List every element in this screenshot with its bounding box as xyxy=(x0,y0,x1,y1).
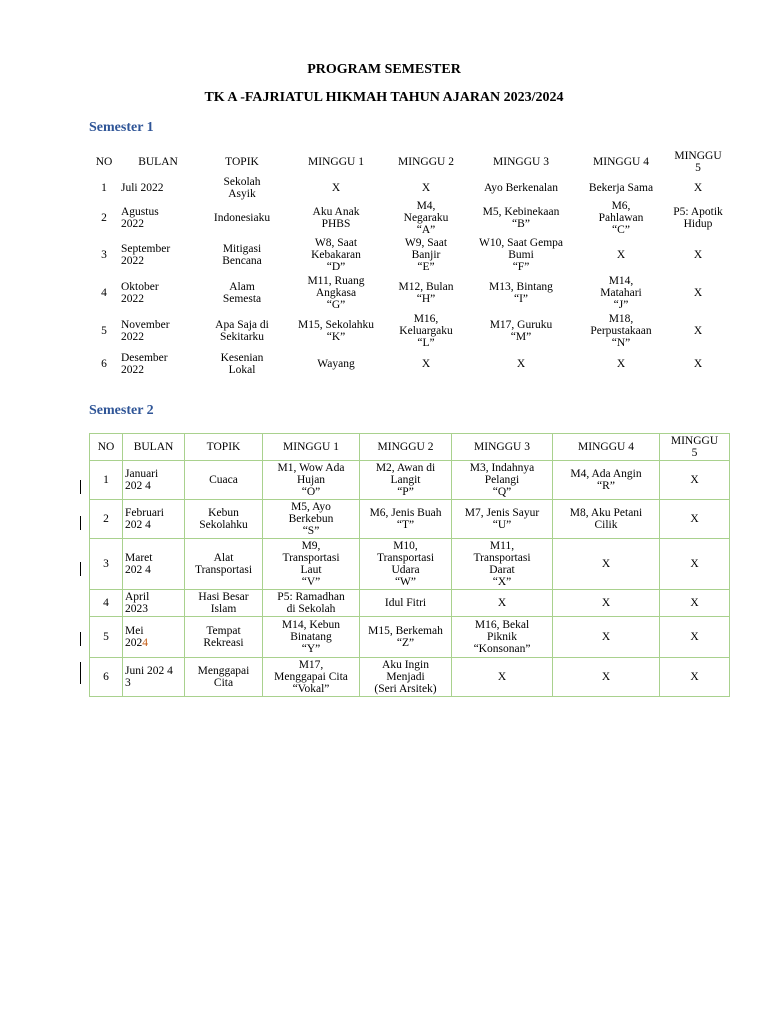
table-cell: Wayang xyxy=(317,358,355,370)
table-cell: M7, Jenis Sayur “U” xyxy=(452,500,553,539)
column-header: BULAN xyxy=(123,434,185,461)
table-row xyxy=(89,312,729,350)
table-cell: X xyxy=(421,182,431,194)
table-cell: M4, Ada Angin “R” xyxy=(553,461,660,500)
table-cell: W8, Saat Kebakaran “D” xyxy=(311,237,361,273)
semester-2-heading: Semester 2 xyxy=(89,403,154,418)
revision-mark xyxy=(80,562,81,576)
table-cell: 1 xyxy=(101,182,107,194)
semester-1-heading: Semester 1 xyxy=(89,120,154,135)
table-cell: M6, Jenis Buah “T” xyxy=(360,500,452,539)
column-header: NO xyxy=(95,156,113,168)
table-row xyxy=(90,461,730,500)
table-row xyxy=(89,274,729,312)
table-cell: Kebun Sekolahku xyxy=(185,500,263,539)
revision-mark xyxy=(80,662,81,684)
column-header: TOPIK xyxy=(225,156,259,168)
table-cell: M6, Pahlawan “C” xyxy=(598,200,644,236)
table-row xyxy=(90,539,730,590)
table-cell: M15, Berkemah “Z” xyxy=(360,617,452,658)
table-cell: X xyxy=(693,325,703,337)
table-cell: 4 xyxy=(90,590,123,617)
table-cell: X xyxy=(421,358,431,370)
table-cell: X xyxy=(553,590,660,617)
table-cell: 2 xyxy=(101,212,107,224)
column-header: MINGGU 3 xyxy=(493,156,549,168)
table-row xyxy=(90,617,730,658)
table-cell: X xyxy=(660,617,730,658)
table-cell: M5, Ayo Berkebun “S” xyxy=(263,500,360,539)
column-header: MINGGU 4 xyxy=(553,434,660,461)
table-cell: Idul Fitri xyxy=(360,590,452,617)
table-cell: X xyxy=(452,658,553,697)
column-header: MINGGU 2 xyxy=(360,434,452,461)
table-cell: X xyxy=(693,249,703,261)
table-cell: M17, Guruku “M” xyxy=(489,319,553,343)
table-cell: 5 xyxy=(90,617,123,658)
table-header-row xyxy=(90,434,730,461)
table-row xyxy=(89,200,729,236)
column-header: TOPIK xyxy=(185,434,263,461)
table-cell: 3 xyxy=(101,249,107,261)
document-title: PROGRAM SEMESTER xyxy=(307,62,461,77)
table-cell: Kesenian Lokal xyxy=(220,352,264,376)
table-cell: 1 xyxy=(90,461,123,500)
table-cell: 5 xyxy=(101,325,107,337)
table-cell: P5: Apotik Hidup xyxy=(673,206,723,230)
table-cell: Ayo Berkenalan xyxy=(484,182,558,194)
column-header: MINGGU 4 xyxy=(593,156,649,168)
document-subtitle: TK A -FAJRIATUL HIKMAH TAHUN AJARAN 2023/2024 xyxy=(204,90,564,105)
table-cell: M11, Ruang Angkasa “G” xyxy=(307,275,365,311)
table-cell: Mei 2024 xyxy=(123,617,185,658)
table-cell: Bekerja Sama xyxy=(588,182,654,194)
table-cell: Cuaca xyxy=(185,461,263,500)
table-cell: 4 xyxy=(101,287,107,299)
table-row xyxy=(90,500,730,539)
table-cell: Alam Semesta xyxy=(222,281,262,305)
table-cell: M11, Transportasi Darat “X” xyxy=(452,539,553,590)
revision-mark xyxy=(80,480,81,494)
table-cell: X xyxy=(616,249,626,261)
table-row xyxy=(90,658,730,697)
table-cell: M1, Wow Ada Hujan “O” xyxy=(263,461,360,500)
table-cell: M8, Aku Petani Cilik xyxy=(553,500,660,539)
table-cell: 3 xyxy=(90,539,123,590)
table-cell: M17, Menggapai Cita “Vokal” xyxy=(263,658,360,697)
table-cell: M18, Perpustakaan “N” xyxy=(590,313,652,349)
table-cell: X xyxy=(553,658,660,697)
table-cell: Indonesiaku xyxy=(213,212,271,224)
table-cell: Apa Saja di Sekitarku xyxy=(215,319,269,343)
table-cell: 2 xyxy=(90,500,123,539)
table-cell: X xyxy=(553,617,660,658)
table-cell: April 2023 xyxy=(123,590,185,617)
table-cell: 6 xyxy=(101,358,107,370)
table-cell: X xyxy=(331,182,341,194)
table-cell: M16, Bekal Piknik “Konsonan” xyxy=(452,617,553,658)
table-cell: Maret 202 4 xyxy=(123,539,185,590)
table-cell: X xyxy=(660,658,730,697)
table-cell: Sekolah Asyik xyxy=(223,176,261,200)
table-cell: M14, Matahari “J” xyxy=(600,275,642,311)
table-cell: X xyxy=(693,182,703,194)
revision-mark xyxy=(80,516,81,530)
column-header: MINGGU 1 xyxy=(308,156,364,168)
revision-mark xyxy=(80,632,81,646)
table-cell: X xyxy=(693,287,703,299)
column-header: MINGGU 5 xyxy=(660,434,730,461)
table-cell: September 2022 xyxy=(121,243,171,267)
table-cell: Desember 2022 xyxy=(121,352,168,376)
table-header-row xyxy=(89,148,729,176)
table-cell: M16, Keluargaku “L” xyxy=(399,313,453,349)
table-cell: Juli 2022 xyxy=(121,182,164,194)
table-cell: M9, Transportasi Laut “V” xyxy=(263,539,360,590)
table-cell: W10, Saat Gempa Bumi “F” xyxy=(479,237,563,273)
column-header: BULAN xyxy=(138,156,178,168)
table-cell: X xyxy=(660,461,730,500)
table-row xyxy=(89,236,729,274)
table-cell: M3, Indahnya Pelangi “Q” xyxy=(452,461,553,500)
table-row xyxy=(89,176,729,200)
column-header: MINGGU 5 xyxy=(674,150,722,174)
table-cell: Aku Ingin Menjadi (Seri Arsitek) xyxy=(360,658,452,697)
table-cell: Aku Anak PHBS xyxy=(312,206,360,230)
table-cell: M2, Awan di Langit “P” xyxy=(360,461,452,500)
table-cell: X xyxy=(693,358,703,370)
table-cell: Oktober 2022 xyxy=(121,281,159,305)
table-cell: M4, Negaraku “A” xyxy=(403,200,449,236)
table-cell: Agustus 2022 xyxy=(121,206,159,230)
table-cell: X xyxy=(660,500,730,539)
table-cell: X xyxy=(616,358,626,370)
column-header: MINGGU 2 xyxy=(398,156,454,168)
table-cell: X xyxy=(452,590,553,617)
table-cell: Juni 202 4 3 xyxy=(123,658,185,697)
table-cell: X xyxy=(660,539,730,590)
table-cell: Mitigasi Bencana xyxy=(222,243,262,267)
table-cell: W9, Saat Banjir “E” xyxy=(404,237,448,273)
table-cell: Februari 202 4 xyxy=(123,500,185,539)
table-cell: Hasi Besar Islam xyxy=(185,590,263,617)
table-row xyxy=(89,350,729,378)
table-cell: X xyxy=(553,539,660,590)
table-cell: M14, Kebun Binatang “Y” xyxy=(263,617,360,658)
column-header: NO xyxy=(90,434,123,461)
table-cell: M5, Kebinekaan “B” xyxy=(482,206,560,230)
table-cell: X xyxy=(660,590,730,617)
table-cell: Januari 202 4 xyxy=(123,461,185,500)
table-cell: Tempat Rekreasi xyxy=(185,617,263,658)
table-row xyxy=(90,590,730,617)
table-cell: M12, Bulan “H” xyxy=(398,281,454,305)
table-cell: M15, Sekolahku “K” xyxy=(297,319,375,343)
table-cell: P5: Ramadhan di Sekolah xyxy=(263,590,360,617)
table-cell: Menggapai Cita xyxy=(185,658,263,697)
revision-digit: 4 xyxy=(142,637,148,649)
semester-2-table xyxy=(89,433,730,697)
table-cell: M13, Bintang “I” xyxy=(489,281,553,305)
column-header: MINGGU 3 xyxy=(452,434,553,461)
table-cell: Alat Transportasi xyxy=(185,539,263,590)
semester-1-table xyxy=(89,148,729,378)
table-cell: November 2022 xyxy=(121,319,170,343)
table-cell: X xyxy=(516,358,526,370)
table-cell: M10, Transportasi Udara “W” xyxy=(360,539,452,590)
column-header: MINGGU 1 xyxy=(263,434,360,461)
table-cell: 6 xyxy=(90,658,123,697)
